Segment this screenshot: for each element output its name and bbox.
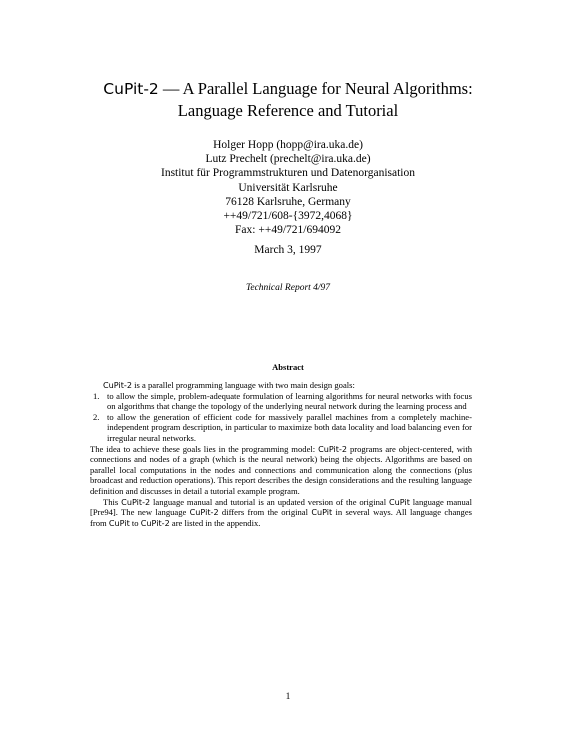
affiliation-line: Universität Karlsruhe <box>238 181 338 194</box>
list-item-text: to allow the simple, problem-adequate formulation of learning algorithms for neural networks with focus on algorithms that change the topology of the underlying neural network during the learning process and <box>107 390 472 412</box>
list-item-number: 2. <box>93 411 100 422</box>
language-name: CuPit <box>311 507 333 518</box>
abstract-paragraph-3 <box>90 497 472 529</box>
text-run: to <box>129 517 141 528</box>
affiliation-line: Institut für Programmstrukturen und Datenorganisation <box>160 167 416 180</box>
text-run: language manual and tutorial is an updated version of the original <box>150 496 389 507</box>
title-line-1 <box>0 78 576 100</box>
text-run: are listed in the appendix. <box>169 517 261 528</box>
text-run: differs from the original <box>218 507 312 518</box>
technical-report-id: Technical Report 4/97 <box>245 283 331 293</box>
phone-line: ++49/721/608-{3972,4068} <box>223 210 353 223</box>
language-name: CuPit <box>389 496 410 507</box>
publication-date: March 3, 1997 <box>254 244 322 256</box>
list-item <box>90 412 472 444</box>
language-name: CuPit-2 <box>140 517 170 528</box>
list-item <box>90 391 472 412</box>
language-name: CuPit-2 <box>121 496 151 507</box>
design-goals-list <box>90 391 472 444</box>
language-name: CuPit-2 <box>103 380 132 390</box>
text-run: The idea to achieve these goals lies in the programming model: <box>90 443 319 454</box>
language-name: CuPit-2 <box>189 507 219 518</box>
text-run: programs are object-centered, with connections and nodes of a graph (which is the neural network) being the objects. Algorithms are based on parallel local computations in the nodes and connections and communication along the connections (plus broadcast and reduction operations). This report describes the design considerations and the resulting language definition and discusses in detail a tutorial example program. <box>90 443 472 496</box>
abstract-heading: Abstract <box>272 362 304 372</box>
text-run: in several ways. All language changes from <box>90 507 473 528</box>
fax-line: Fax: ++49/721/694092 <box>235 224 341 237</box>
abstract-paragraph-2 <box>90 444 472 497</box>
abstract-intro-text: is a parallel programming language with two main design goals: <box>131 380 355 390</box>
paper-title <box>0 78 576 121</box>
author-line: Holger Hopp (hopp@ira.uka.de) <box>213 139 363 151</box>
title-line-1-rest: — A Parallel Language for Neural Algorithms: <box>158 79 473 98</box>
author-block <box>0 138 576 237</box>
language-name: CuPit <box>108 517 130 528</box>
abstract-intro <box>90 380 472 391</box>
text-run: language manual [Pre94]. The new language <box>90 496 472 518</box>
language-name: CuPit-2 <box>318 443 348 454</box>
list-item-number: 1. <box>93 390 100 401</box>
page-number: 1 <box>285 692 291 702</box>
address-line: 76128 Karlsruhe, Germany <box>225 195 351 208</box>
title-line-2: Language Reference and Tutorial <box>177 101 399 120</box>
title-language-name: CuPit-2 <box>103 80 159 98</box>
abstract-body <box>90 380 472 528</box>
list-item-text: to allow the generation of efficient code for massively parallel machines from a completely machine-independent program description, in particular to maximize both data locality and load balancing even for irregular neural networks. <box>107 411 472 443</box>
text-run: This <box>103 496 122 507</box>
author-line: Lutz Prechelt (prechelt@ira.uka.de) <box>205 153 371 166</box>
